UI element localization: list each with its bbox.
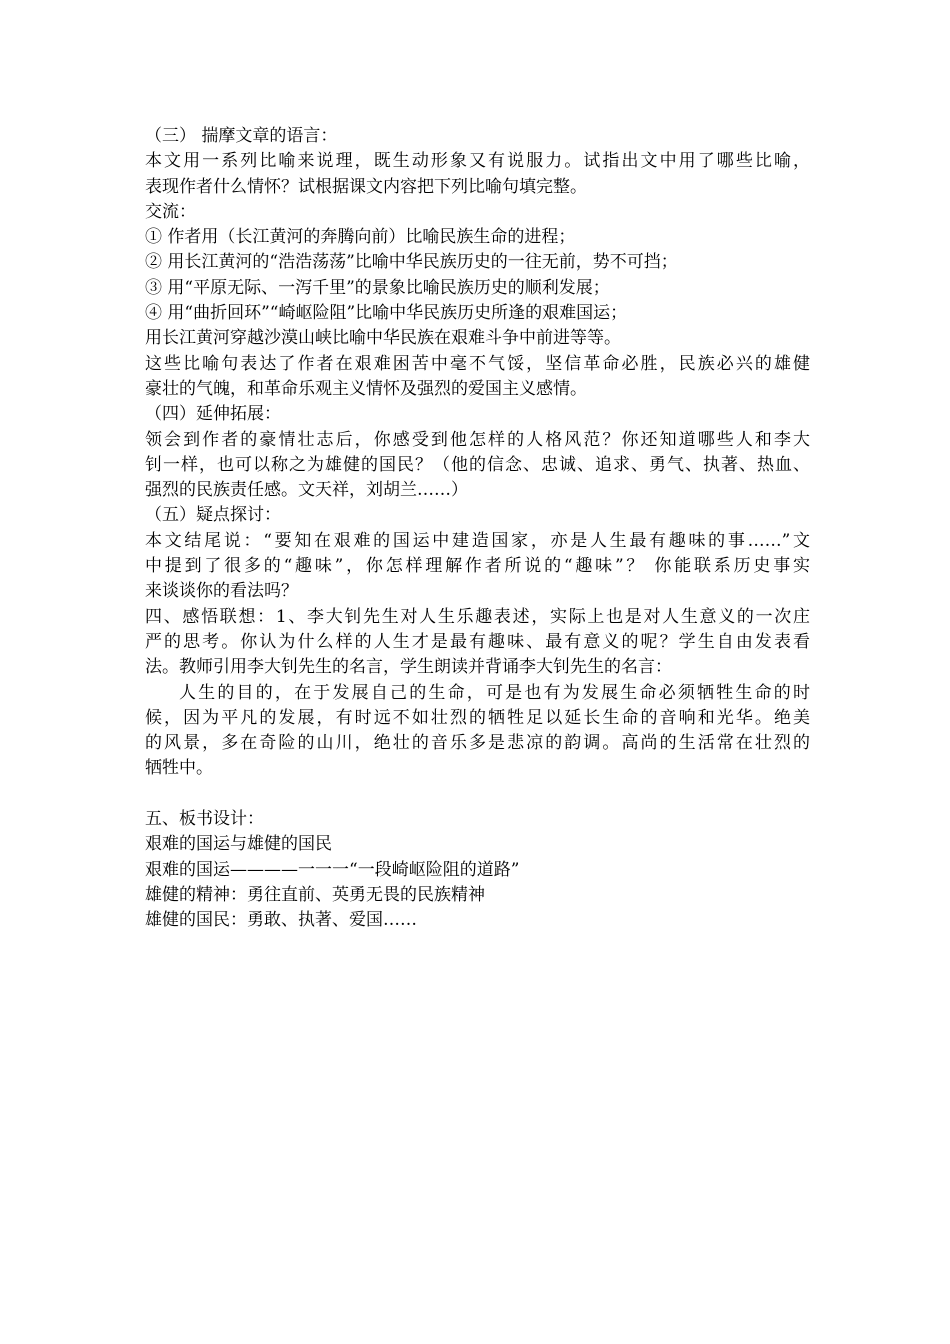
metaphor-item-1: ① 作者用（长江黄河的奔腾向前）比喻民族生命的进程； [145, 227, 576, 248]
blank-line [145, 782, 810, 807]
section5-line: 本文结尾说：“要知在艰难的国运中建造国家，亦是人生最有趣味的事……”文 [145, 530, 810, 551]
part4-line: 严的思考。你认为什么样的人生才是最有趣味、最有意义的呢？学生自由发表看 [145, 631, 810, 652]
board-line: 艰难的国运————一一一“一段崎岖险阻的道路” [145, 859, 520, 880]
quote-line: 人生的目的，在于发展自己的生命，可是也有为发展生命必须牺牲生命的时 [179, 682, 810, 703]
metaphor-item-4: ④ 用“曲折回环”“崎岖险阻”比喻中华民族历史所逢的艰难国运； [145, 303, 628, 324]
part4-line: 法。教师引用李大钊先生的名言，学生朗读并背诵李大钊先生的名言： [145, 657, 672, 678]
section5-line: 来谈谈你的看法吗？ [145, 581, 298, 602]
document-page [145, 124, 810, 934]
metaphor-item-5: 用长江黄河穿越沙漠山峡比喻中华民族在艰难斗争中前进等等。 [145, 328, 621, 349]
section4-heading: （四）延伸拓展： [145, 404, 281, 425]
quote-line: 牺牲中。 [145, 758, 213, 779]
section5-line: 中提到了很多的“趣味”，你怎样理解作者所说的“趣味”？ 你能联系历史事实 [145, 556, 810, 577]
board-line: 雄健的国民：勇敢、执著、爱国…… [145, 910, 417, 931]
metaphor-item-2: ② 用长江黄河的“浩浩荡荡”比喻中华民族历史的一往无前，势不可挡； [145, 252, 678, 273]
part5-heading: 五、板书设计： [145, 809, 264, 830]
quote-line: 候，因为平凡的发展，有时远不如壮烈的牺牲足以延长生命的音响和光华。绝美 [145, 707, 810, 728]
board-line: 艰难的国运与雄健的国民 [145, 834, 332, 855]
metaphor-item-3: ③ 用“平原无际、一泻千里”的景象比喻民族历史的顺利发展； [145, 277, 610, 298]
section3-heading: （三） 揣摩文章的语言： [145, 126, 338, 146]
part4-line: 四、感悟联想：1、李大钊先生对人生乐趣表述，实际上也是对人生意义的一次庄 [145, 606, 810, 627]
section3-summary-line: 豪壮的气魄，和革命乐观主义情怀及强烈的爱国主义感情。 [145, 378, 587, 399]
section3-intro-line: 本文用一系列比喻来说理，既生动形象又有说服力。试指出文中用了哪些比喻， [145, 151, 810, 172]
section4-line: 强烈的民族责任感。文天祥，刘胡兰……） [145, 480, 468, 501]
section3-summary-line: 这些比喻句表达了作者在艰难困苦中毫不气馁，坚信革命必胜，民族必兴的雄健 [145, 353, 810, 374]
section3-intro-line: 表现作者什么情怀？试根据课文内容把下列比喻句填完整。 [145, 176, 587, 197]
board-line: 雄健的精神：勇往直前、英勇无畏的民族精神 [145, 884, 485, 905]
quote-line: 的风景，多在奇险的山川，绝壮的音乐多是悲凉的韵调。高尚的生活常在壮烈的 [145, 733, 810, 754]
section4-line: 领会到作者的豪情壮志后，你感受到他怎样的人格风范？你还知道哪些人和李大 [145, 429, 810, 450]
section5-heading: （五）疑点探讨： [145, 505, 281, 526]
exchange-label: 交流： [145, 201, 196, 222]
section4-line: 钊一样，也可以称之为雄健的国民？（他的信念、忠诚、追求、勇气、执著、热血、 [145, 454, 810, 475]
